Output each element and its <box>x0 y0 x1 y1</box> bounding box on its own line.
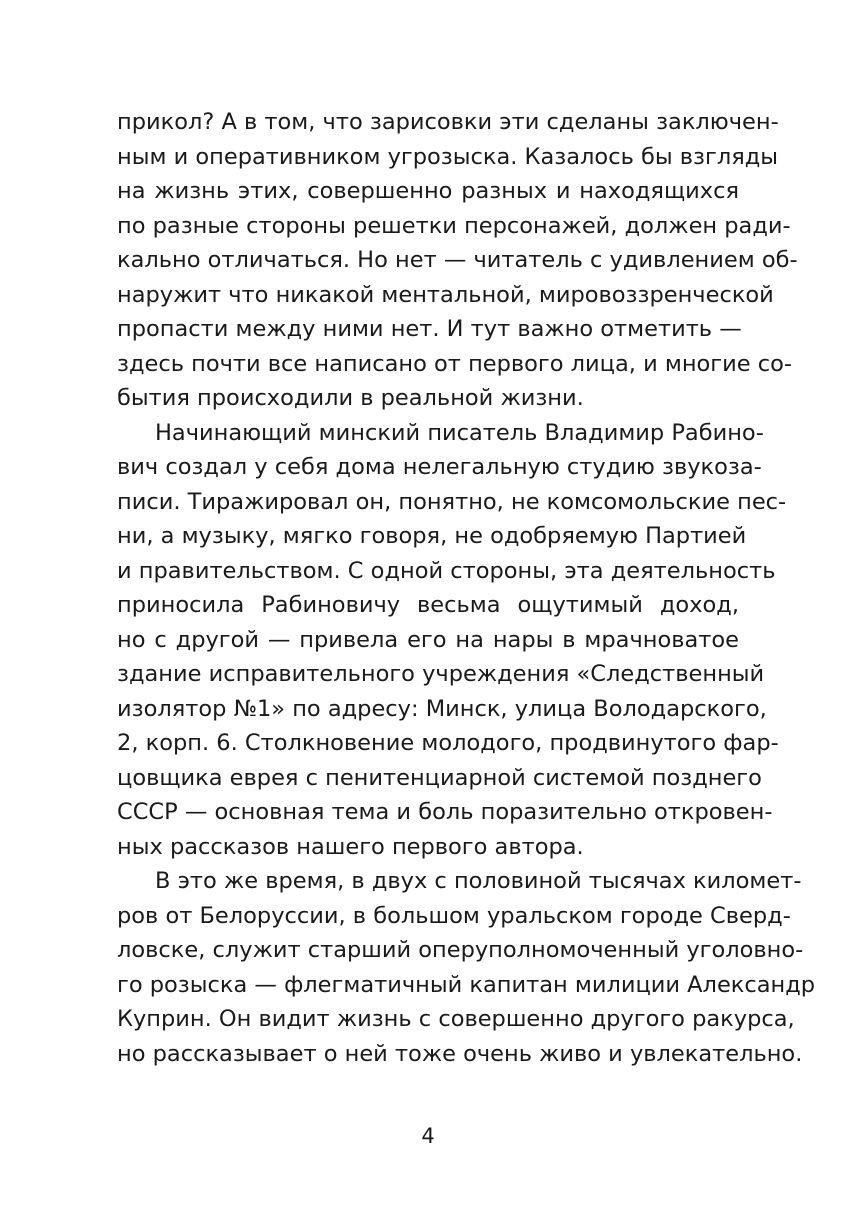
paragraph-3 <box>117 864 816 1071</box>
text-line: ров от Белоруссии, в большом уральском городе Сверд- <box>117 902 791 929</box>
text-line: СССР — основная тема и боль поразительно откровен- <box>117 799 773 825</box>
text-line: ным и оперативником угрозыска. Казалось бы взгляды <box>117 143 779 170</box>
text-line: здесь почти все написано от первого лица, и многие со- <box>117 350 792 377</box>
text-line: но с другой — привела его на нары в мрачноватое <box>117 626 739 653</box>
text-line: наружит что никакой ментальной, мировоззренческой <box>117 281 774 308</box>
text-line: изолятор №1» по адресу: Минск, улица Володарского, <box>117 695 767 722</box>
page-number: 4 <box>421 1124 435 1148</box>
paragraph-2 <box>117 416 787 865</box>
text-line: приносила Рабиновичу весьма ощутимый доход, <box>117 592 739 618</box>
text-line: ловске, служит старший оперуполномоченный уголовно- <box>117 937 804 963</box>
text-line: ни, а музыку, мягко говоря, не одобряемую Партией <box>117 523 747 549</box>
body-text <box>117 105 816 1071</box>
text-line: и правительством. С одной стороны, эта деятельность <box>117 557 776 584</box>
text-line: кально отличаться. Но нет — читатель с удивлением об- <box>117 247 798 273</box>
text-line: 2, корп. 6. Столкновение молодого, продвинутого фар- <box>117 730 779 756</box>
text-line: вич создал у себя дома нелегальную студию звукоза- <box>117 454 762 480</box>
text-line: Начинающий минский писатель Владимир Рабино- <box>155 419 764 446</box>
text-line: ных рассказов нашего первого автора. <box>117 833 584 860</box>
text-line: го розыска — флегматичный капитан милиции Александр <box>117 971 816 998</box>
text-line: пропасти между ними нет. И тут важно отметить — <box>117 316 742 342</box>
text-line: здание исправительного учреждения «Следственный <box>117 661 765 687</box>
text-line: прикол? А в том, что зарисовки эти сделаны заключен- <box>117 109 779 135</box>
text-line: но рассказывает о ней тоже очень живо и увлекательно. <box>117 1040 803 1067</box>
paragraph-1 <box>117 105 798 416</box>
text-line: на жизнь этих, совершенно разных и находящихся <box>117 178 739 204</box>
text-line: цовщика еврея с пенитенциарной системой позднего <box>117 764 762 791</box>
text-line: Куприн. Он видит жизнь с совершенно другого ракурса, <box>117 1006 795 1032</box>
text-line: В это же время, в двух с половиной тысячах километ- <box>155 868 802 894</box>
text-line: бытия происходили в реальной жизни. <box>117 385 584 411</box>
text-line: писи. Тиражировал он, понятно, не комсомольские пес- <box>117 488 787 515</box>
text-line: по разные стороны решетки персонажей, должен ради- <box>117 212 791 239</box>
